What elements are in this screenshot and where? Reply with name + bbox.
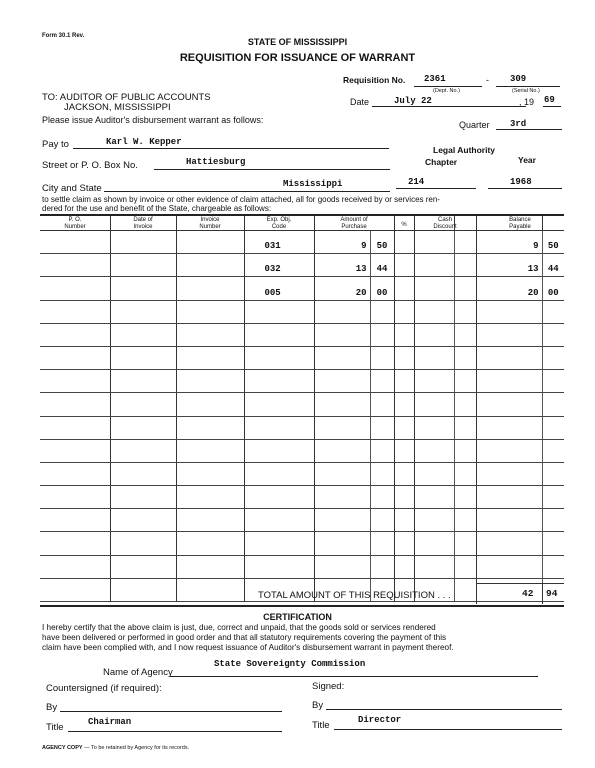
dept-no-line — [414, 86, 482, 87]
addressee-line-2: JACKSON, MISSISSIPPI — [64, 102, 171, 113]
purchase-amount: 20 — [355, 287, 367, 298]
year-authority-line — [488, 188, 562, 189]
col-date-of-invoice: Date of Invoice — [133, 217, 153, 230]
balance-cents: 50 — [547, 241, 559, 252]
street-label: Street or P. O. Box No. — [42, 160, 138, 171]
total-box-left — [476, 584, 477, 604]
table-row — [40, 486, 564, 509]
serial-no-line — [496, 86, 560, 87]
exp-obj-code: 031 — [264, 241, 281, 252]
table-row — [40, 416, 564, 439]
form-title: REQUISITION FOR ISSUANCE OF WARRANT — [179, 52, 416, 64]
table-row — [40, 277, 564, 300]
col-balance-payable: Balance Payable — [509, 217, 531, 230]
col-exp-obj-code: Exp. Obj. Code — [266, 217, 292, 230]
total-bottom-rule — [40, 605, 564, 607]
settle-text-2: dered for the use and benefit of the State, chargeable as follows: — [42, 204, 272, 213]
balance-amount: 20 — [527, 287, 539, 298]
year-authority-value: 1968 — [510, 177, 532, 187]
title-line-right — [334, 729, 562, 730]
title-line-left — [68, 731, 282, 732]
balance-amount: 13 — [527, 264, 539, 275]
purchase-cents: 00 — [376, 287, 388, 298]
legal-authority-label: Legal Authority — [433, 145, 496, 155]
chapter-label: Chapter — [425, 157, 458, 167]
pay-to-line — [73, 148, 389, 149]
quarter-line — [496, 129, 562, 130]
pay-to-value: Karl W. Kepper — [106, 137, 182, 147]
form-number: Form 30.1 Rev. — [42, 33, 85, 39]
table-row — [40, 231, 564, 254]
purchase-amount: 9 — [361, 241, 367, 252]
state-heading: STATE OF MISSISSIPPI — [247, 37, 348, 47]
title-right-value: Director — [358, 715, 402, 725]
serial-number: 309 — [510, 74, 527, 84]
date-label: Date — [350, 97, 370, 107]
balance-amount: 9 — [533, 241, 539, 252]
agency-value: State Sovereignty Commission — [214, 659, 366, 669]
by-label-right: By — [312, 700, 324, 711]
addressee-line-1: TO: AUDITOR OF PUBLIC ACCOUNTS — [42, 92, 211, 103]
table-header-row — [40, 216, 564, 231]
dept-caption: (Dept. No.) — [433, 88, 460, 94]
city-value: Mississippi — [283, 179, 343, 189]
by-label-left: By — [46, 702, 58, 713]
chapter-value: 214 — [408, 177, 425, 187]
requisition-label: Requisition No. — [343, 75, 406, 85]
total-box-divider — [542, 584, 543, 604]
pay-to-label: Pay to — [42, 139, 69, 150]
title-label-right: Title — [312, 720, 330, 731]
col-amount-of-purchase: Amount of Purchase — [340, 217, 368, 230]
exp-obj-code: 005 — [264, 287, 281, 298]
table-row — [40, 532, 564, 555]
certification-line-3: claim have been complied with, and I now request issuance of Auditor's disbursement warrant in payment thereof. — [42, 643, 454, 652]
city-line — [104, 191, 390, 192]
serial-caption: (Serial No.) — [512, 88, 540, 94]
by-line-left — [60, 711, 282, 712]
certification-line-1: I hereby certify that the above claim is just, due, correct and unpaid, that the goods sold or services rendered — [42, 623, 436, 632]
date-line — [372, 106, 526, 107]
title-left-value: Chairman — [88, 717, 132, 727]
purchase-amount: 13 — [355, 264, 367, 275]
col-percent: % — [401, 222, 407, 228]
countersigned-label: Countersigned (if required): — [46, 683, 162, 694]
quarter-value: 3rd — [510, 119, 527, 129]
year-line — [543, 106, 561, 107]
table-row — [40, 370, 564, 393]
agency-line — [170, 676, 538, 677]
dept-number: 2361 — [424, 74, 446, 84]
col-po-number: P. O. Number — [64, 217, 86, 230]
table-row — [40, 323, 564, 346]
table-row — [40, 346, 564, 369]
total-box-top — [476, 583, 564, 584]
total-dollars: 42 — [522, 588, 534, 599]
table-row — [40, 254, 564, 277]
signed-label: Signed: — [312, 681, 345, 692]
exp-obj-code: 032 — [264, 264, 281, 275]
certification-line-2: have been delivered or performed in good order and that all statutory requirements covering the payment of this — [42, 633, 447, 642]
table-row — [40, 509, 564, 532]
title-label-left: Title — [46, 722, 64, 733]
street-line — [154, 169, 390, 170]
purchase-cents: 44 — [376, 264, 388, 275]
requisition-dash: - — [486, 75, 489, 85]
certification-heading: CERTIFICATION — [263, 612, 332, 622]
total-label: TOTAL AMOUNT OF THIS REQUISITION . . . — [258, 590, 451, 601]
chapter-line — [396, 188, 476, 189]
agency-label: Name of Agency — [103, 667, 173, 678]
purchase-cents: 50 — [376, 241, 388, 252]
table-row — [40, 300, 564, 323]
quarter-label: Quarter — [459, 120, 490, 130]
col-cash-discount: Cash Discount — [433, 217, 457, 230]
street-value: Hattiesburg — [186, 157, 246, 167]
city-label: City and State — [42, 183, 102, 194]
by-line-right — [326, 709, 562, 710]
table-row — [40, 462, 564, 485]
col-invoice-number: Invoice Number — [199, 217, 221, 230]
year-prefix: , 19 — [519, 97, 535, 107]
date-value: July 22 — [394, 96, 432, 106]
year-suffix: 69 — [544, 95, 555, 105]
line-items-table — [40, 216, 564, 602]
table-row — [40, 393, 564, 416]
balance-cents: 44 — [547, 264, 559, 275]
footer-note: AGENCY COPY — To be retained by Agency for its records. — [42, 745, 190, 751]
total-cents: 94 — [546, 588, 558, 599]
instruction-text: Please issue Auditor's disbursement warrant as follows: — [42, 115, 264, 125]
table-row — [40, 439, 564, 462]
table-row — [40, 555, 564, 578]
balance-cents: 00 — [547, 287, 559, 298]
settle-text-1: to settle claim as shown by invoice or other evidence of claim attached, all for goods received by or services ren- — [42, 195, 440, 204]
year-label: Year — [518, 155, 536, 165]
